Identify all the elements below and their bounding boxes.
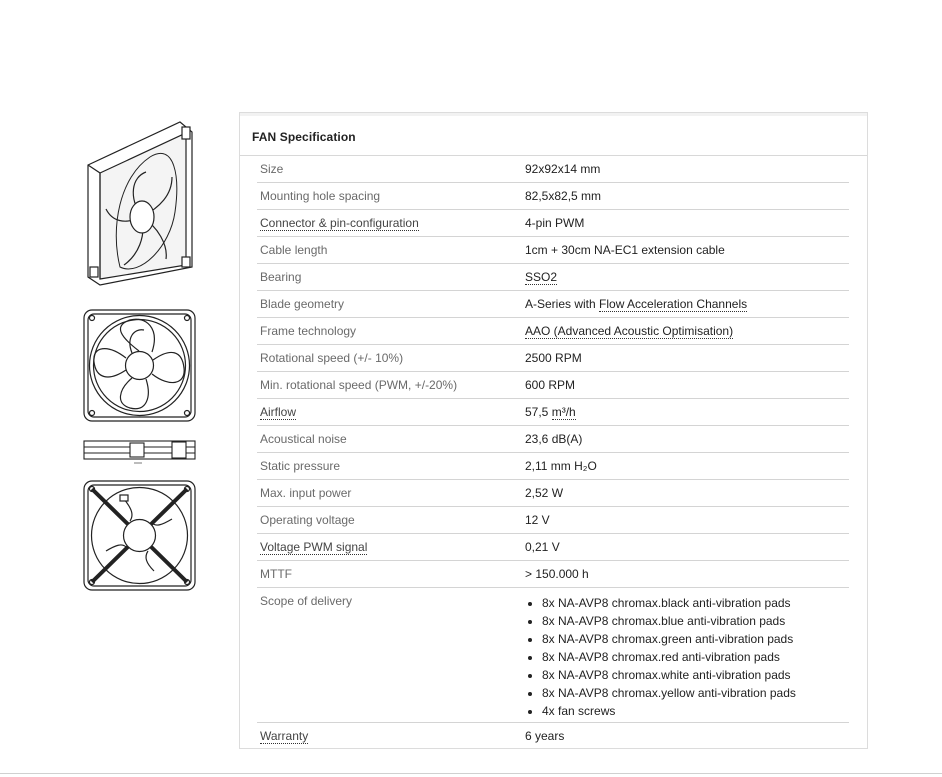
spec-label: Frame technology (257, 318, 520, 345)
spec-value: 92x92x14 mm (520, 156, 849, 183)
fan-front-image[interactable] (82, 308, 197, 423)
spec-row-min-speed (257, 372, 849, 399)
spec-label: Cable length (257, 237, 520, 264)
spec-label: Scope of delivery (257, 588, 520, 723)
spec-row-cable (257, 237, 849, 264)
spec-value: 6 years (525, 729, 565, 743)
spec-row-speed (257, 345, 849, 372)
spec-label: Bearing (257, 264, 520, 291)
spec-label: Min. rotational speed (PWM, +/-20%) (257, 372, 520, 399)
spec-value: 4-pin PWM (520, 210, 849, 237)
scope-list (525, 594, 849, 720)
spec-label: Mounting hole spacing (257, 183, 520, 210)
aao-link[interactable]: AAO (Advanced Acoustic Optimisation) (525, 324, 734, 338)
list-item: • 8x NA-AVP8 chromax.blue anti-vibration pads (542, 612, 849, 630)
list-item: • 8x NA-AVP8 chromax.black anti-vibration pads (542, 594, 849, 612)
list-item: • 8x NA-AVP8 chromax.white anti-vibration pads (542, 666, 849, 684)
spec-label: Blade geometry (257, 291, 520, 318)
panel-header (240, 113, 867, 156)
spec-value: 82,5x82,5 mm (520, 183, 849, 210)
spec-value: 2,52 W (520, 480, 849, 507)
spec-label: MTTF (257, 561, 520, 588)
spec-row-blade (257, 291, 849, 318)
list-item: • 4x fan screws (542, 702, 849, 720)
fan-side-image[interactable] (82, 439, 197, 469)
spec-row-mounting (257, 183, 849, 210)
spec-value: 2,11 mm H₂O (520, 453, 849, 480)
connector-pin-config-link[interactable]: Connector & pin-configuration (260, 216, 419, 230)
spec-row-noise (257, 426, 849, 453)
spec-row-airflow (257, 399, 849, 426)
spec-row-scope (257, 588, 849, 723)
m3h-link[interactable]: m³/h (551, 405, 576, 419)
spec-value-prefix: 57,5 (525, 405, 552, 419)
spec-row-power (257, 480, 849, 507)
spec-label: Rotational speed (+/- 10%) (257, 345, 520, 372)
warranty-link[interactable]: Warranty (260, 729, 309, 743)
spec-value-prefix: A-Series with (525, 297, 600, 311)
spec-value: 2500 RPM (520, 345, 849, 372)
spec-value: 23,6 dB(A) (520, 426, 849, 453)
spec-row-warranty (257, 723, 849, 750)
spec-row-size (257, 156, 849, 183)
spec-row-pwm (257, 534, 849, 561)
spec-label: Operating voltage (257, 507, 520, 534)
spec-row-mttf (257, 561, 849, 588)
fan-isometric-image[interactable] (80, 117, 200, 289)
spec-row-frame (257, 318, 849, 345)
list-item: • 8x NA-AVP8 chromax.green anti-vibration pads (542, 630, 849, 648)
airflow-link[interactable]: Airflow (260, 405, 297, 419)
spec-row-pressure (257, 453, 849, 480)
list-item: • 8x NA-AVP8 chromax.yellow anti-vibration pads (542, 684, 849, 702)
spec-label: Max. input power (257, 480, 520, 507)
spec-value: 0,21 V (520, 534, 849, 561)
spec-label: Acoustical noise (257, 426, 520, 453)
spec-label: Static pressure (257, 453, 520, 480)
panel-title: FAN Specification (252, 130, 356, 144)
fan-back-image[interactable] (82, 479, 197, 592)
fan-specification-panel (239, 112, 868, 749)
list-item: • 8x NA-AVP8 chromax.red anti-vibration pads (542, 648, 849, 666)
flow-acceleration-channels-link[interactable]: Flow Acceleration Channels (599, 297, 748, 311)
spec-table (257, 156, 849, 749)
spec-value: 1cm + 30cm NA-EC1 extension cable (520, 237, 849, 264)
spec-value: 600 RPM (520, 372, 849, 399)
voltage-pwm-signal-link[interactable]: Voltage PWM signal (260, 540, 368, 554)
spec-row-voltage (257, 507, 849, 534)
spec-value: > 150.000 h (520, 561, 849, 588)
page-divider (0, 773, 942, 774)
spec-row-bearing (257, 264, 849, 291)
spec-label: Size (257, 156, 520, 183)
spec-row-connector (257, 210, 849, 237)
sso2-link[interactable]: SSO2 (525, 270, 558, 284)
spec-value: 12 V (520, 507, 849, 534)
